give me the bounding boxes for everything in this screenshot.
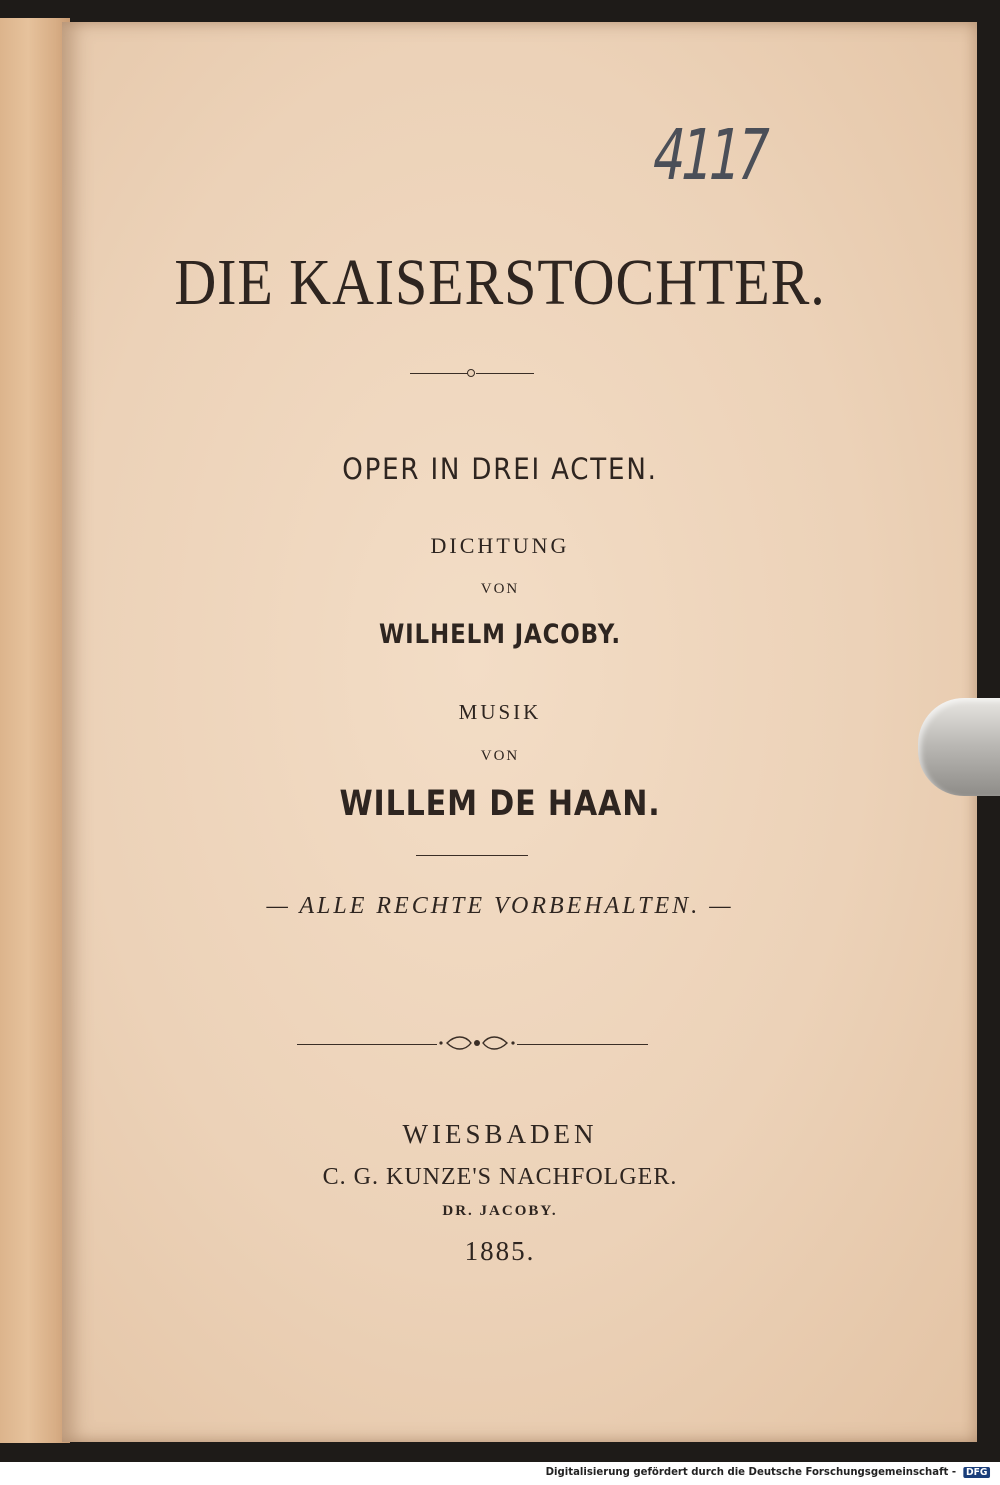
- title-divider-right: [476, 373, 534, 374]
- title-divider-left: [410, 373, 470, 374]
- publisher-name: C. G. KUNZE'S NACHFOLGER.: [322, 1164, 678, 1190]
- title-page: [62, 22, 977, 1442]
- handwritten-number: 4117: [646, 114, 772, 196]
- dichtung-label: DICHTUNG: [430, 533, 570, 558]
- ornament-line-right: [517, 1044, 648, 1045]
- publisher-city: WIESBADEN: [402, 1119, 598, 1149]
- rights-notice: — ALLE RECHTE VORBEHALTEN. —: [266, 893, 734, 919]
- musik-label: MUSIK: [458, 700, 542, 724]
- dfg-logo: DFG: [963, 1467, 990, 1478]
- ornament-line-left: [297, 1044, 437, 1045]
- title-divider-dot: [467, 369, 475, 377]
- von-label-2: VON: [480, 748, 520, 764]
- composer-divider: [416, 855, 528, 856]
- page-title: DIE KAISERSTOCHTER.: [174, 246, 826, 319]
- credit-text: Digitalisierung gefördert durch die Deutsche Forschungsgemeinschaft -: [545, 1465, 956, 1478]
- composer-name: WILLEM DE HAAN.: [339, 784, 661, 824]
- book-spine: [0, 18, 70, 1443]
- ornament-flourish: [437, 1032, 517, 1054]
- digitization-credit: [545, 1465, 990, 1478]
- subtitle: OPER IN DREI ACTEN.: [342, 452, 658, 486]
- publisher-owner: DR. JACOBY.: [442, 1203, 558, 1219]
- librettist-name: WILHELM JACOBY.: [378, 619, 621, 650]
- von-label-1: VON: [480, 581, 520, 597]
- publication-year: 1885.: [464, 1236, 536, 1266]
